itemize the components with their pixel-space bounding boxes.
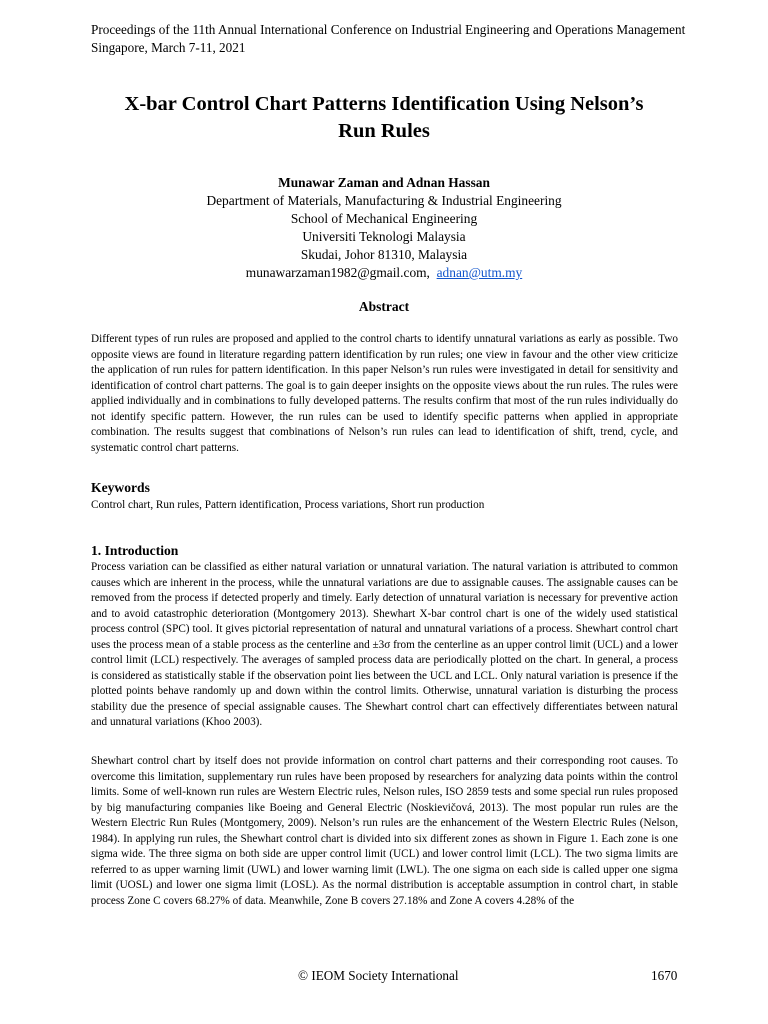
title-line-2: Run Rules	[338, 120, 430, 142]
footer-copyright: © IEOM Society International	[298, 968, 459, 983]
email-2-link[interactable]: adnan@utm.my	[436, 265, 523, 280]
author-names: Munawar Zaman and Adnan Hassan	[278, 175, 490, 190]
proceedings-header	[91, 21, 731, 57]
introduction-paragraph-1: Process variation can be classified as either natural variation or unnatural variation. The natural variation is attributed to common causes which are inherent in the process, while the unnatural variations are due to assignable causes. The assignable causes can be removed from the process if detected properly and timely. Early detection of unnatural variation is necessary for preventive action and to avoid catastrophic deterioration (Montgomery 2013). Shewhart X-bar control chart is one of the widely used statistical process control (SPC) tool. It gives pictorial representation of natural and unnatural variations of a process. Shewhart control chart uses the process mean of a stable process as the centerline and ±3σ from the centerline as an upper control limit (UCL) and a lower control limit (LCL) respectively. The averages of sampled process data are periodically plotted on the chart. In general, a process is considered as statistically stable if the observation point lies between the UCL and LCL. Only natural variation is presence if the plotted points behave randomly up and down within the control limits. Otherwise, unnatural variation is disturbing the process stability due the presence of special assignable causes. The Shewhart control chart can effectively differentiates between natural and unnatural variations (Khoo 2003).	[91, 561, 678, 728]
abstract-text: Different types of run rules are proposed and applied to the control charts to identify unnatural variations as early as possible. Two opposite views are found in literature regarding pattern identification by run rules; one view in favour and the other view criticize the application of run rules for pattern identification. In this paper Nelson’s run rules were investigated in detail for sensitivity and identification of control chart patterns. The goal is to gain deeper insights on the opposite views about the run rules. The rules were applied individually and in combinations to fully developed patterns. The results confirm that most of the run rules individually do not identify specific pattern. However, the run rules can be used to identify specific patterns when applied in appropriate combination. The results suggest that combinations of Nelson’s run rules can lead to identification of shift, trend, cycle, and systematic control chart patterns.	[91, 333, 678, 454]
keywords-heading: Keywords	[91, 480, 150, 495]
author-emails	[84, 264, 684, 282]
author-block	[84, 174, 684, 282]
affiliation-line-4: Skudai, Johor 81310, Malaysia	[300, 247, 468, 262]
email-1: munawarzaman1982@gmail.com,	[245, 265, 430, 280]
page-number: 1670	[651, 968, 678, 983]
title-line-1: X-bar Control Chart Patterns Identification Using Nelson’s	[124, 93, 644, 115]
affiliation-line-1: Department of Materials, Manufacturing & Industrial Engineering	[206, 193, 562, 208]
proceedings-line-2: Singapore, March 7-11, 2021	[91, 40, 246, 55]
keywords-text: Control chart, Run rules, Pattern identification, Process variations, Short run production	[91, 499, 485, 511]
affiliation-line-3: Universiti Teknologi Malaysia	[302, 229, 466, 244]
affiliation-line-2: School of Mechanical Engineering	[290, 211, 478, 226]
introduction-heading: 1. Introduction	[91, 543, 179, 558]
proceedings-line-1: Proceedings of the 11th Annual International Conference on Industrial Engineering and Operations Management	[91, 22, 686, 37]
paper-title	[60, 91, 708, 145]
introduction-paragraph-2: Shewhart control chart by itself does not provide information on control chart patterns and their corresponding root causes. To overcome this limitation, supplementary run rules have been proposed by researchers for analyzing data points within the control limits. Some of well-known run rules are Western Electric rules, Nelson rules, ISO 2859 tests and some special run rules proposed by big manufacturing companies like Boeing and General Electric (Noskievičová, 2013). The most popular run rules are the Western Electric Run Rules (Montgomery, 2009). Nelson’s run rules are the enhancement of the Western Electric Rules (Nelson, 1984). In applying run rules, the Shewhart control chart is divided into six different zones as shown in Figure 1. Each zone is one sigma wide. The three sigma on both side are upper control limit (UCL) and lower control limit (LCL). The two sigma limits are referred to as upper warning limit (UWL) and lower warning limit (LWL). The one sigma on each side is called upper one sigma limit (UOSL) and lower one sigma limit (LOSL). As the normal distribution is acceptable assumption in control chart, in stable process Zone C covers 68.27% of data. Meanwhile, Zone B covers 27.18% and Zone A covers 4.28% of the	[91, 755, 678, 907]
abstract-heading: Abstract	[358, 299, 410, 314]
